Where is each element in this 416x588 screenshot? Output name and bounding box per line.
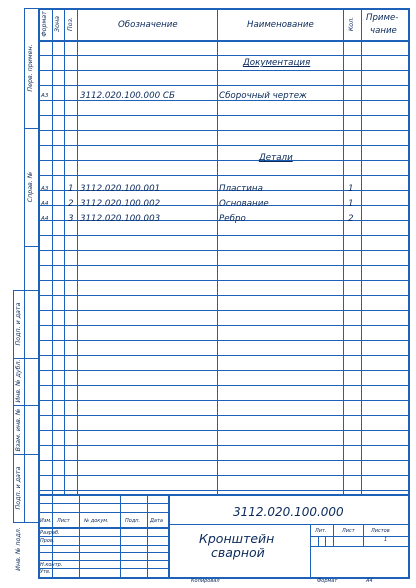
col-line-format — [52, 8, 53, 495]
row-line — [38, 325, 409, 326]
row-2-position: 2 — [68, 199, 74, 209]
row-3-quantity: 2 — [348, 214, 354, 224]
row-3-position: 3 — [68, 214, 74, 224]
row-line — [38, 55, 409, 56]
strip-div-5 — [13, 405, 38, 406]
row-line — [38, 385, 409, 386]
frame-top — [38, 8, 410, 10]
row-1-format: А3 — [41, 186, 49, 192]
row-line — [38, 70, 409, 71]
strip-div-1 — [24, 128, 38, 129]
tb-sheet-label: Лист — [342, 528, 355, 534]
row-line — [38, 115, 409, 116]
tb-col-date: Дата — [150, 518, 163, 524]
col-line-name — [343, 8, 344, 495]
strip-label-repl-inv-no: Взам. инв. № — [14, 408, 22, 452]
tb-col-sheet: Лист — [57, 518, 70, 524]
signature-row-line — [38, 568, 168, 569]
title-block-divider — [168, 494, 170, 578]
col-line-qty — [361, 8, 362, 495]
signature-row-line — [38, 536, 168, 537]
row-line — [38, 445, 409, 446]
row-2-name: Основание — [219, 199, 269, 209]
tb-role-approved: Утв. — [40, 569, 51, 575]
lit-cell-div — [318, 536, 319, 546]
strip-label-dup-inv-no: Инв. № дубл. — [14, 359, 22, 403]
row-line — [38, 250, 409, 251]
footer-format-value: А4 — [366, 578, 373, 584]
signature-row-line — [38, 527, 168, 529]
row-3-designation: 3112.020.100.003 — [80, 214, 161, 224]
row-line — [38, 280, 409, 281]
strip-div-6 — [13, 454, 38, 455]
row-line — [38, 475, 409, 476]
row-2-designation: 3112.020.100.002 — [80, 199, 161, 209]
doc-row-name: Сборочный чертеж — [219, 91, 307, 101]
row-line — [38, 310, 409, 311]
row-line — [38, 145, 409, 146]
title-code-bottom — [169, 524, 409, 525]
signature-row-line — [38, 552, 168, 553]
row-line — [38, 265, 409, 266]
tb-role-checked: Пров. — [40, 538, 55, 544]
row-1-designation: 3112.020.100.001 — [80, 184, 161, 194]
row-1-quantity: 1 — [348, 184, 354, 194]
frame-bottom — [38, 577, 410, 579]
row-2-format: А4 — [41, 201, 49, 207]
row-3-format: А4 — [41, 216, 49, 222]
row-3-name: Ребро — [219, 214, 246, 224]
lit-value-line — [311, 546, 409, 547]
row-1-name: Пластина — [219, 184, 263, 194]
tb-title-line2: сварной — [211, 545, 265, 560]
strip-label-sign-date-1: Подп. и дата — [14, 302, 22, 346]
tb-role-developed: Разраб. — [40, 530, 60, 536]
row-line — [38, 355, 409, 356]
lit-cell-div — [325, 536, 326, 546]
row-line — [38, 415, 409, 416]
strip-label-first-use: Перв. примен. — [26, 44, 34, 92]
row-line — [38, 460, 409, 461]
strip-div-3 — [13, 290, 38, 291]
lit-sheet-div — [333, 524, 334, 546]
row-line — [38, 130, 409, 131]
col-line-designation — [217, 8, 218, 495]
header-position: Поз. — [66, 17, 74, 31]
strip-label-orig-inv-no: Инв. № подл. — [14, 527, 22, 571]
header-name: Наименование — [247, 20, 314, 30]
row-line — [38, 400, 409, 401]
tb-lit-label: Лит. — [315, 528, 327, 534]
row-line — [38, 430, 409, 431]
doc-row-format: А3 — [41, 93, 49, 99]
row-line — [38, 175, 409, 176]
row-line — [38, 490, 409, 491]
tb-title-line1: Кронштейн — [199, 531, 275, 546]
doc-row-designation: 3112.020.100.000 СБ — [80, 91, 175, 101]
header-designation: Обозначение — [118, 20, 178, 30]
signature-row-line — [38, 560, 168, 561]
col-line-zone — [64, 8, 65, 495]
tb-col-doc-no: № докум. — [84, 518, 109, 524]
signature-row-line — [38, 512, 168, 513]
row-line — [38, 235, 409, 236]
strip-label-sign-date-2: Подп. и дата — [14, 466, 22, 510]
row-line — [38, 370, 409, 371]
signature-row-line — [38, 545, 168, 546]
row-line — [38, 85, 409, 86]
signature-row-line — [38, 503, 168, 504]
section-documentation: Документация — [243, 58, 311, 68]
header-note-line1: Приме- — [366, 13, 399, 23]
tb-col-change: Изм. — [40, 518, 52, 524]
strip-top — [24, 8, 38, 9]
footer-format-label: Формат — [317, 578, 338, 584]
tb-sheets-label: Листов — [371, 528, 390, 534]
header-note-line2: чание — [370, 26, 397, 36]
title-name-right — [310, 524, 311, 578]
row-1-position: 1 — [68, 184, 74, 194]
tb-document-code: 3112.020.100.000 — [233, 505, 344, 519]
section-details: Детали — [259, 153, 293, 163]
strip-inner-line — [24, 8, 25, 522]
lit-sheets-div — [363, 524, 364, 546]
strip-div-2 — [24, 246, 38, 247]
strip-outer-line — [13, 290, 14, 522]
row-line — [38, 160, 409, 161]
row-line — [38, 295, 409, 296]
header-format: Формат — [40, 11, 48, 37]
tb-col-sign: Подп. — [125, 518, 141, 524]
strip-div-7 — [13, 522, 38, 523]
footer-copied: Копировал — [191, 578, 220, 584]
title-block-top — [38, 494, 410, 496]
header-zone: Зона — [53, 16, 61, 32]
strip-label-ref-no: Справ. № — [26, 171, 34, 203]
tb-role-norm-control: Н.контр. — [40, 562, 63, 568]
header-bottom-line — [38, 40, 410, 42]
row-2-quantity: 1 — [348, 199, 354, 209]
tb-sheets-value: 1 — [384, 537, 388, 543]
col-line-position — [77, 8, 78, 495]
header-quantity: Кол. — [347, 16, 355, 32]
row-line — [38, 340, 409, 341]
